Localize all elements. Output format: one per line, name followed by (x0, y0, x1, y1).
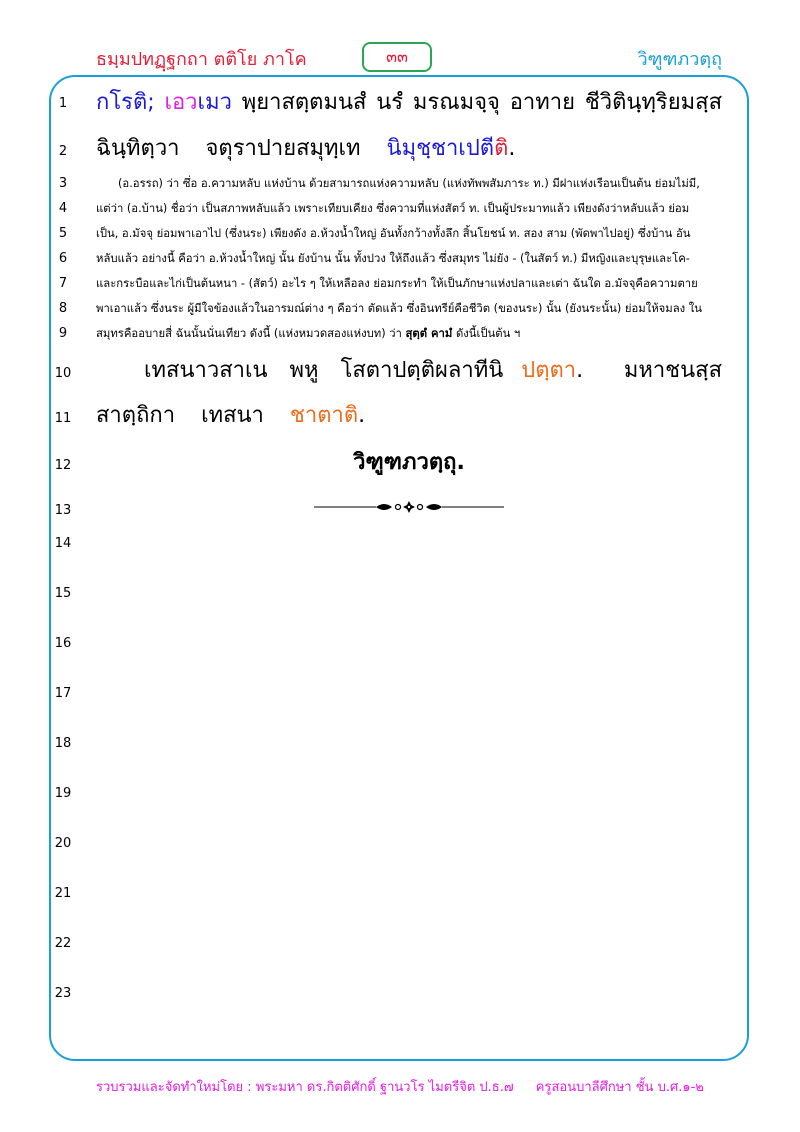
pali-word: เทสนา (201, 403, 264, 428)
line-number: 1 (58, 96, 68, 111)
pali-word-group (521, 356, 583, 386)
story-end-title: วิฑูฑภวตฺถุ. (353, 450, 465, 475)
line-number: 14 (54, 536, 72, 551)
pali-word: ชาตาติ (289, 403, 359, 428)
thai-line-8: พาเอาแล้ว ซึ่งนระ ผู้มีใจข้องแล้วในอารมณ์ต่าง ๆ คือว่า ตัดแล้ว ซึ่งอินทรีย์คือชีวิต (ของนระ) นั้น (ยังนระนั้น) ย่อมให้จมลง ใน (96, 302, 702, 315)
line-number: 18 (54, 736, 72, 751)
pali-word: จตุราปายสมุทฺเท (205, 136, 361, 161)
line-number: 2 (58, 144, 68, 159)
pali-line-1 (96, 88, 722, 118)
thai-text: ดังนี้เป็นต้น ฯ (455, 327, 521, 340)
pali-word: พฺยาสตฺตมนสํ (241, 90, 367, 115)
page-number-box: ๓๓ (362, 42, 432, 72)
pali-line-10 (96, 356, 722, 386)
line-number: 12 (54, 458, 72, 473)
thai-line-7: และกระบือและไก่เป็นต้นหนา - (สัตว์) อะไร ๆ ให้เหลือลง ย่อมกระทำ ให้เป็นภักษาแห่งปลาและเต่า ฉันใด อ.มัจจุคือความตาย (96, 277, 698, 290)
line-number: 11 (54, 411, 72, 426)
pali-word-group (387, 136, 516, 161)
line-number: 6 (58, 251, 68, 266)
pali-word: เมว (197, 90, 232, 115)
pali-punct: . (508, 136, 516, 161)
line-number: 4 (58, 201, 68, 216)
pali-word: มรณมจฺจุ (412, 90, 500, 115)
footer-credits (96, 1076, 704, 1097)
pali-word: พหู (289, 358, 319, 383)
chapter-title: วิฑูฑภวตฺถุ (637, 49, 722, 70)
line-number: 21 (54, 886, 72, 901)
pali-word: กโรติ; (96, 90, 155, 115)
content-frame (49, 75, 749, 1061)
thai-line-9 (96, 324, 722, 344)
thai-line-4: แต่ว่า (อ.บ้าน) ชื่อว่า เป็นสภาพหลับแล้ว เพราะเทียบเคียง ซึ่งความที่แห่งสัตว์ ท. เป็นผู้ประมาทแล้ว เพียงดังว่าหลับแล้ว ย่อม (96, 202, 690, 215)
line-number: 17 (54, 686, 72, 701)
pali-line-11 (96, 401, 722, 431)
pali-word: ชีวิตินฺทฺริยมสฺส (584, 90, 722, 115)
line-number: 15 (54, 586, 72, 601)
pali-word: นิมุชฺชาเปตี (386, 136, 495, 161)
pali-word: เอว (164, 90, 198, 115)
pali-word: นรํ (376, 90, 404, 115)
line-number: 9 (58, 326, 68, 341)
line-number: 23 (54, 986, 72, 1001)
line-number: 22 (54, 936, 72, 951)
line-number: 20 (54, 836, 72, 851)
line-number: 8 (58, 301, 68, 316)
line-number: 16 (54, 636, 72, 651)
pali-punct: . (576, 358, 584, 383)
book-title: ธมฺมปทฏฺฐกถา ตติโย ภาโค (96, 49, 307, 70)
pali-word: ติ (494, 136, 509, 161)
pali-word-group (164, 88, 231, 118)
line-number: 5 (58, 226, 68, 241)
thai-line-5: เป็น, อ.มัจจุ ย่อมพาเอาไป (ซึ่งนระ) เพียงดัง อ.ห้วงน้ำใหญ่ อันทั้งกว้างทั้งลึก สิ้นโยชน์ ท. สอง สาม (พัดพาไปอยู่) ซึ่งบ้าน อัน (96, 227, 691, 240)
line-number: 7 (58, 276, 68, 291)
line-number: 13 (54, 503, 72, 518)
line-number: 19 (54, 786, 72, 801)
pali-word-group (290, 403, 365, 428)
pali-punct: . (358, 403, 366, 428)
pali-word: สาตฺถิกา (96, 403, 176, 428)
pali-line-2 (96, 134, 722, 164)
pali-word: อาทาย (509, 90, 576, 115)
pali-word: โสตาปตฺติผลาทีนิ (340, 358, 504, 383)
thai-text: สมุทรคืออบายสี่ ฉันนั้นนั่นเทียว ดังนี้ (แห่งหมวดสองแห่งบท) ว่า (96, 327, 402, 340)
thai-line-6: หลับแล้ว อย่างนี้ คือว่า อ.ห้วงน้ำใหญ่ นั้น ยังบ้าน นั้น ทั้งปวง ให้ถึงแล้ว ซึ่งสมุทร ไม่ยัง - (ในสัตว์ ท.) มีหญิงและบุรุษและโค- (96, 252, 690, 265)
pali-word: มหาชนสฺส (623, 358, 722, 383)
line-number: 10 (54, 366, 72, 381)
ornament-divider (314, 498, 504, 516)
pali-word: ฉินฺทิตฺวา (96, 136, 180, 161)
line-number: 3 (58, 176, 68, 191)
footer-course: ครูสอนบาลีศึกษา ชั้น บ.ศ.๑-๒ (535, 1080, 704, 1095)
footer-author: รวบรวมและจัดทำใหม่โดย : พระมหา ดร.กิตติศักดิ์ ฐานวโร ไมตรีจิต ป.ธ.๗ (96, 1080, 514, 1095)
thai-line-3: (อ.อรรถ) ว่า ซึ่อ อ.ความหลับ แห่งบ้าน ด้วยสามารถแห่งความหลับ (แห่งทัพพสัมภาระ ท.) มีฝาแห่งเรือนเป็นต้น ย่อมไม่มี, (118, 177, 700, 190)
thai-keyword: สุตฺตํ คามํ (405, 327, 453, 340)
pali-word: เทสนาวสาเน (144, 358, 268, 383)
pali-word: ปตฺตา (521, 358, 577, 383)
